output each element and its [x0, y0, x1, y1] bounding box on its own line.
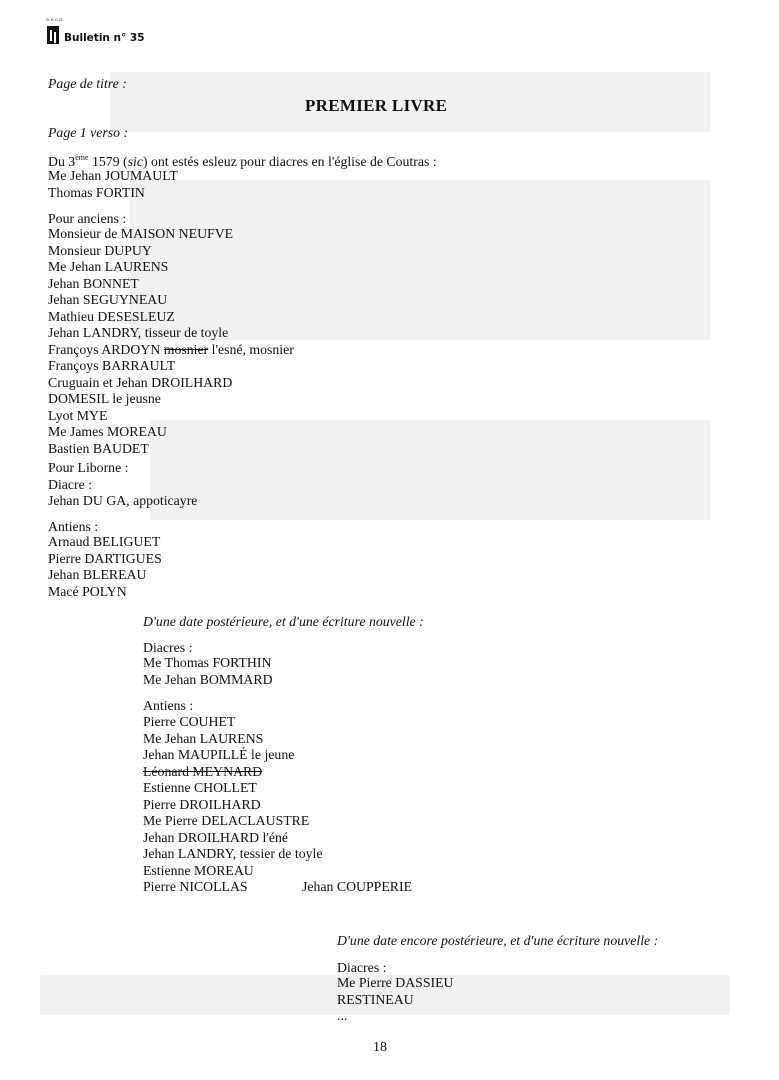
list-item: Jehan BONNET [48, 275, 139, 291]
section3-note: D'une date encore postérieure, et d'une écriture nouvelle : [337, 933, 659, 948]
list-item: Jehan LANDRY, tisseur de toyle [48, 325, 229, 340]
list-item: Pierre DARTIGUES [48, 550, 162, 566]
list-item: Arnaud BELIGUET [48, 534, 161, 549]
list-item: Pierre COUHET [143, 714, 236, 729]
list-item: Me Thomas FORTHIN [143, 655, 272, 670]
antiens-label: Antiens : [48, 519, 99, 534]
list-item: Jehan SEGUYNEAU [48, 292, 168, 307]
bulletin-number: Bulletin n° 35 [64, 32, 145, 44]
list-item: Cruguain et Jehan DROILHARD [48, 374, 233, 390]
list-item: Thomas FORTIN [48, 184, 145, 200]
list-item: Jehan DU GA, appoticayre [48, 493, 198, 508]
list-item: Pierre NICOLLAS [143, 879, 248, 894]
list-item: Jehan DROILHARD l'éné [143, 829, 289, 845]
liborne-block [48, 460, 197, 510]
list-item: Me Pierre DASSIEU [337, 975, 454, 990]
list-item: Me Jehan LAURENS [48, 259, 169, 274]
struck-word: mosnier [163, 341, 209, 357]
page-number: 18 [373, 1040, 387, 1055]
verso-label: Page 1 verso : [48, 125, 129, 140]
section2-antiens-label: Antiens : [143, 698, 194, 713]
section2-diacres-list [143, 655, 273, 688]
logo-caption: G.H.C.D. [46, 17, 64, 22]
liborne-label: Pour Liborne : [48, 460, 129, 475]
list-item: Estienne MOREAU [143, 862, 254, 878]
book-title: PREMIER LIVRE [305, 96, 448, 115]
diacres-list-1 [48, 168, 178, 201]
struck-name: Léonard MEYNARD [143, 763, 263, 779]
list-item: Jehan LANDRY, tessier de toyle [143, 846, 323, 861]
liborne-antiens-list [48, 534, 162, 600]
list-item: Me James MOREAU [48, 424, 167, 439]
section2-note: D'une date postérieure, et d'une écriture nouvelle : [143, 614, 424, 629]
list-item: Me Pierre DELACLAUSTRE [143, 813, 310, 828]
bulletin-logo-icon [46, 17, 64, 44]
list-item [143, 764, 322, 781]
title-page-label: Page de titre : [48, 76, 127, 91]
list-item: Macé POLYN [48, 583, 127, 599]
list-item: RESTINEAU [337, 991, 414, 1007]
list-item: Françoys ARDOYN mosnier l'esné, mosnier [48, 341, 294, 357]
section2-diacres-label: Diacres : [143, 640, 193, 655]
anciens-label: Pour anciens : [48, 211, 127, 226]
intro-line: Du 3ème 1579 (sic) ont estés esleuz pour diacres en l'église de Coutras : [48, 153, 437, 169]
list-item: Me Jehan BOMMARD [143, 671, 273, 687]
anciens-list-1 [48, 226, 294, 457]
list-item: Bastien BAUDET [48, 440, 149, 456]
diacre-label: Diacre : [48, 476, 93, 492]
list-item: Monsieur DUPUY [48, 242, 152, 258]
list-item: DOMESIL le jeusne [48, 391, 161, 406]
list-item: Jehan MAUPILLÉ le jeune [143, 747, 295, 762]
list-item: ... [337, 1008, 348, 1023]
list-item: Monsieur de MAISON NEUFVE [48, 226, 234, 241]
list-item: Lyot MYE [48, 407, 108, 423]
list-item: Jehan BLEREAU [48, 567, 147, 582]
list-item: Me Jehan LAURENS [143, 730, 264, 746]
section3-diacres-label: Diacres : [337, 960, 387, 975]
list-item: Pierre DROILHARD [143, 796, 261, 812]
list-item: Françoys BARRAULT [48, 358, 176, 373]
section2-antiens-list [143, 714, 322, 896]
section3-diacres-list [337, 975, 454, 1025]
list-item: Me Jehan JOUMAULT [48, 168, 178, 183]
extra-name: Jehan COUPPERIE [302, 879, 412, 894]
page-header [46, 18, 145, 44]
list-item: Mathieu DESESLEUZ [48, 308, 175, 324]
list-item: Estienne CHOLLET [143, 780, 257, 795]
